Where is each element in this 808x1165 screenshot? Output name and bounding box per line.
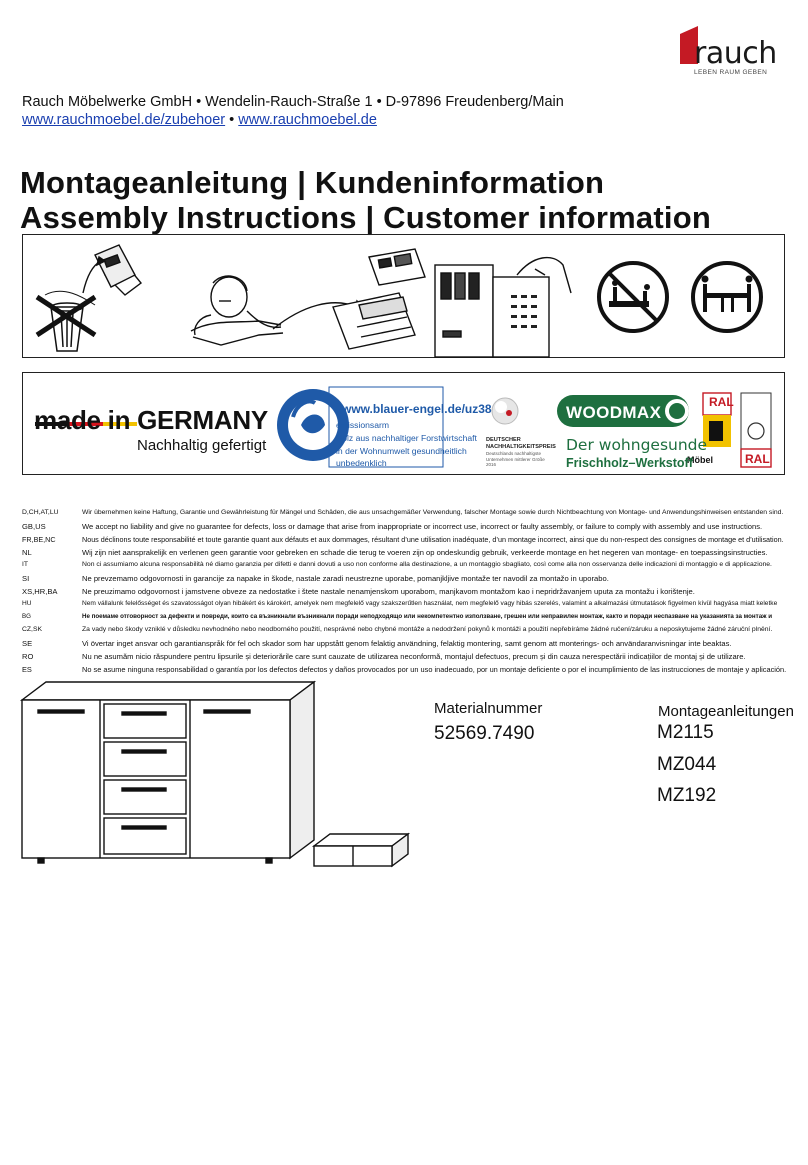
disclaimer-row: IT Non ci assumiamo alcuna responsabilità né diamo garanzia per difetti e danni dovuti a uso non conforme alla destinazione, a un montaggio sbagliato, così come alla non osservanza delle indicazioni di montaggio e di applicazione.: [22, 561, 772, 568]
manuals-label: Montageanleitungen: [658, 703, 794, 720]
blue-angel-item: Holz aus nachhaltiger Forstwirtschaft: [336, 433, 477, 443]
blue-angel-item: unbedenklich: [336, 458, 387, 468]
logo-tagline: LEBEN RAUM GEBEN: [694, 69, 768, 76]
disclaimer-row: HU Nem vállalunk felelősséget és szavatosságot olyan hibákért és károkért, amelyek nem megfelelő vagy szakszerűtlen használat, nem megfelelő vagy hibás szerelés, valamint a alkalmazási útmutatások figyelmen kívül hagyása miatt keletke: [22, 600, 778, 607]
accessories-link[interactable]: www.rauchmoebel.de/zubehoer: [22, 112, 226, 128]
no-trash-icon: [37, 291, 95, 351]
blue-angel-item: emissionsarm: [336, 420, 390, 430]
disclaimer-row: BG Не поемаме отговорност за дефекти и повреди, които са възникнали възникнали поради неподходящо или некомпетентно използване, грешен или неправилен монтаж, както и поради неспазване на указанията за монтаж и: [22, 613, 773, 620]
company-address: Rauch Möbelwerke GmbH • Wendelin-Rauch-Straße 1 • D-97896 Freudenberg/Main: [22, 94, 564, 110]
document-folder-icon: [333, 249, 425, 349]
disclaimer-row: ES No se asume ninguna responsabilidad o garantía por los defectos defectos y daños provocados por un uso inadecuado, por un montaje deficiente o por el incumplimiento de las instrucciones de montaje y aplicación.: [22, 665, 787, 674]
blue-angel-url: www.blauer-engel.de/uz38: [342, 402, 492, 416]
disclaimer-row: D,CH,AT,LU Wir übernehmen keine Haftung, Garantie und Gewährleistung für Mängel und Schäden, die aus unsachgemäßer Verwendung, falscher Montage sowie durch Nichtbeachtung von Montage- und Anwendungshinweisen entstanden sind.: [22, 509, 784, 516]
instruction-pictograms: [22, 234, 785, 358]
blue-angel-item: in der Wohnumwelt gesundheitlich: [336, 446, 467, 456]
disclaimer-row: SI Ne prevzemamo odgovornosti in garancije za napake in škode, nastale zaradi neustrezne uporabe, pomanjkljive montaže ter navodil za montažo in uporabo.: [22, 574, 609, 583]
disclaimer-row: SE Vi övertar inget ansvar och garantianspråk för fel och skador som har uppstått genom felaktig användning, felaktig montering, samt genom att monterings- och användaranvisningar inte beaktas.: [22, 639, 732, 648]
woodmax-line2: Frischholz–Werkstoff: [566, 456, 693, 470]
disclaimer-row: RO Nu ne asumăm nicio răspundere pentru lipsurile și deteriorările care sunt cauzate de utilizarea neconformă, montajul defectuos, precum și din cauza nerespectării indicațiilor de montaj și de utilizare.: [22, 652, 746, 661]
no-drag-icon: [599, 263, 667, 331]
drawer-box-drawing: [314, 834, 408, 866]
disclaimer-row: XS,HR,BA Ne preuzimamo odgovornost i jamstvene obveze za nedostatke i štete nastale nenamjenskom uporabom, manjkavom montažom kao i nepridržavanjem uputa za montažu i korištenje.: [22, 587, 695, 596]
parts-list-icon: [435, 258, 571, 357]
manual-code: MZ192: [657, 785, 717, 806]
company-links: [22, 112, 377, 128]
manual-code: M2115: [657, 722, 714, 743]
made-in-germany-label: made in GERMANY: [34, 405, 268, 435]
disclaimer-row: CZ,SK Za vady nebo škody vzniklé v důsledku nevhodného nebo neodborného použití, nesprávné nebo chybné montáže a nedodržení pokynů k montáži a použití nepřebíráme žádné ručení/záruku a neposkytujeme žádné záruční plnění.: [22, 626, 773, 633]
manual-booklet-icon: [83, 245, 141, 295]
disclaimer-row: GB,US We accept no liability and give no guarantee for defects, loss or damage that arise from inappropriate or incorrect use, incorrect or faulty assembly, or failure to comply with assembly and use instructions.: [22, 522, 763, 531]
sustain-prize-sub: Deutschlands nachhaltigste Unternehmen mittlerer Größe 2016: [486, 451, 545, 467]
sustain-prize-label: DEUTSCHER NACHHALTIGKEITSPREIS: [486, 437, 556, 450]
manual-code: MZ044: [657, 754, 717, 775]
moebel-label: Möbel: [687, 455, 713, 465]
disclaimer-row: NL Wij zijn niet aansprakelijk en verlenen geen garantie voor gebreken en schade die terug te voeren zijn op ondeskundig gebruik, verkeerde montage en het negeren van montage- en toepassingsinstructies.: [22, 548, 768, 557]
website-link[interactable]: www.rauchmoebel.de: [238, 112, 377, 128]
page-title-en: Assembly Instructions | Customer information: [20, 200, 711, 235]
disclaimer-row: FR,BE,NC Nous déclinons toute responsabilité et toute garantie quant aux défauts et aux dommages, résultant d’une utilisation inadéquate, d’un montage incorrect, ainsi que du non-respect des consignes de montage et d’utilisation.: [22, 535, 784, 544]
sustainability-prize-icon: [492, 398, 518, 424]
two-person-lift-icon: [693, 263, 761, 331]
page-title-de: Montageanleitung | Kundeninformation: [20, 165, 605, 200]
woodmax-name: WOODMAX: [566, 403, 662, 422]
material-number: 52569.7490: [434, 723, 535, 744]
sideboard-drawing: [18, 678, 418, 878]
ral-label-top: RAL: [709, 395, 734, 409]
woodmax-line1: Der wohngesunde: [566, 436, 708, 454]
logo-wordmark: rauch: [694, 36, 777, 71]
ral-label-bottom: RAL: [745, 452, 770, 466]
material-number-label: Materialnummer: [434, 700, 543, 717]
made-in-germany-sub: Nachhaltig gefertigt: [137, 437, 267, 454]
link-separator: •: [229, 112, 235, 128]
